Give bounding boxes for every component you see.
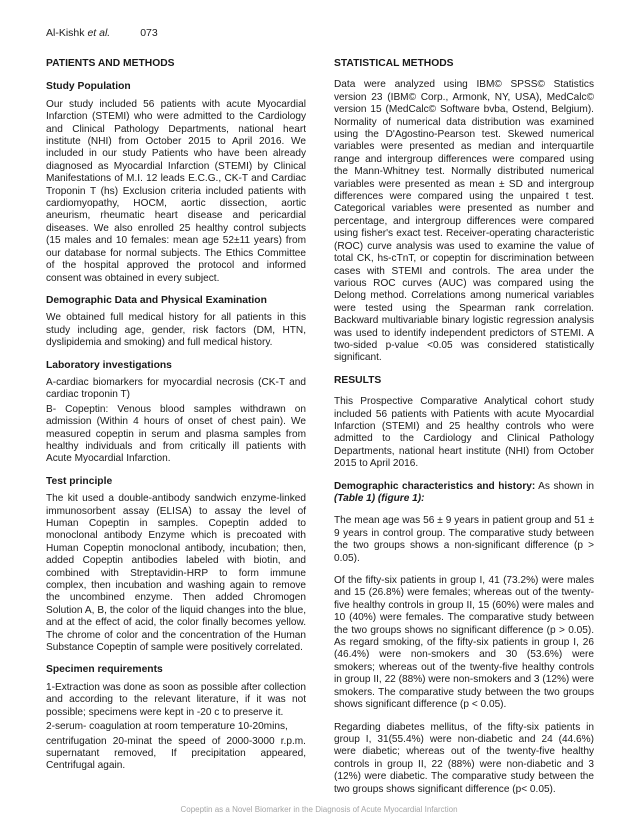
- heading-results: RESULTS: [334, 374, 382, 386]
- author-name: [46, 27, 110, 39]
- author-et-al: et al.: [87, 27, 111, 39]
- paragraph-specimen-3: centrifugation 20-minat the speed of 2000-3000 r.p.m. supernatant removed, If precipitation appeared, Centrifugal again.: [46, 735, 306, 772]
- paragraph-test-principle: The kit used a double-antibody sandwich enzyme-linked immunosorbent assay (ELISA) to assay the level of Human Copeptin in samples. Copeptin added to monoclonal antibody Enzyme which is precoated with Human Copeptin monoclonal antibody, incubation; then, added Copeptin antibodies labeled with biotin, and combined with Streptavidin-HRP to form immune complex, then incubation and washing again to remove the uncombined enzyme. Then added Chromogen Solution A, B, the color of the liquid changes into the blue, and at the effect of acid, the color finally becomes yellow. The chrome of color and the concentration of the Human Substance Copeptin of sample were positively correlated.: [46, 493, 306, 654]
- paragraph-specimen-2: 2-serum- coagulation at room temperature 10-20mins,: [46, 721, 288, 733]
- paragraph-mean-age: The mean age was 56 ± 9 years in patient group and 51 ± 9 years in control group. The comparative study between the two groups shows a non-significant difference (p > 0.05).: [334, 515, 594, 564]
- table-figure-reference: (Table 1) (figure 1):: [334, 493, 425, 504]
- heading-statistical-methods: STATISTICAL METHODS: [334, 58, 454, 69]
- running-footer: Copeptin as a Novel Biomarker in the Diagnosis of Acute Myocardial Infarction: [180, 805, 458, 814]
- paragraph-lab-b: B- Copeptin: Venous blood samples withdrawn on admission (Within 4 hours of onset of chest pain). We measured copeptin in serum and plasma samples from healthy individuals and from critically ill patients with Acute Myocardial Infarction.: [46, 403, 306, 465]
- paragraph-study-population: Our study included 56 patients with acute Myocardial Infarction (STEMI) who were admitted to the Cardiology and Clinical Pathology Departments, national heart institute (NHI) from October 2015 to April 2016. We included in our study Patients who have been already diagnosed as Myocardial Infarction (STEMI) by Clinical Manifestations of M.I. 12 leads E.C.G., CK-T and Cardiac Troponin T (hs) Exclusion criteria included patients with cardiomyopathy, HOCM, aortic dissection, aortic aneurism, rheumatic heart disease and pericardial diseases. We also enrolled 25 healthy control subjects (15 males and 10 females: mean age 52±11 years) from our database for normal subjects. The Ethics Committee of the hospital approved the protocol and informed consent was obtained in every subject.: [46, 98, 306, 284]
- demographic-lead-text: As shown in: [535, 480, 594, 492]
- heading-laboratory: Laboratory investigations: [46, 359, 172, 371]
- paragraph-gender-smoking: Of the fifty-six patients in group I, 41 (73.2%) were males and 15 (26.8%) were females; whereas out of the twenty-five healthy controls in group II, 15 (60%) were males and 10 (40%) were females. The comparative study between the two groups shows no significant difference (p > 0.05). As regard smoking, of the fifty-six patients in group I, 26 (46.4%) were non-smokers and 30 (53.6%) were smokers; whereas out of the twenty-five healthy controls in group II, 22 (88%) were non-smokers and 3 (12%) were smokers. The comparative study between the two groups shows significant difference (p < 0.05).: [334, 575, 594, 711]
- author-surname: Al-Kishk: [46, 27, 88, 39]
- right-column: [334, 58, 594, 806]
- demographic-lead-bold: Demographic characteristics and history:: [334, 480, 536, 492]
- paragraph-specimen-1: 1-Extraction was done as soon as possible after collection and according to the relevant literature, if it was not possible; specimens were kept in -20 c to preserve it.: [46, 681, 306, 718]
- page-number: 073: [140, 27, 158, 39]
- page-header: [46, 27, 158, 39]
- section-title-patients-methods: PATIENTS AND METHODS: [46, 58, 175, 69]
- paragraph-results-intro: This Prospective Comparative Analytical cohort study included 56 patients with Patients with acute Myocardial Infarction (STEMI) and 25 healthy controls who were admitted to the Cardiology and Clinical Pathology Departments, national heart institute (NHI) from October 2015 to April 2016.: [334, 396, 594, 470]
- paragraph-diabetes: Regarding diabetes mellitus, of the fifty-six patients in group I, 31(55.4%) were non-diabetic and 24 (44.6%) were diabetic; whereas out of the twenty-five healthy controls in group II, 22 (88%) were non-diabetic and 3 (12%) were diabetic. The comparative study between the two groups shows significant difference (p< 0.05).: [334, 721, 594, 795]
- paragraph-statistical-methods: Data were analyzed using IBM© SPSS© Statistics version 23 (IBM© Corp., Armonk, NY, USA), MedCalc© version 15 (MedCalc© Software bvba, Ostend, Belgium). Normality of numerical data distribution was examined using the D'Agostino-Pearson test. Skewed numerical variables were presented as median and interquartile range and intergroup differences were compared using the Mann-Whitney test. Normally distributed numerical variables were presented as mean ± SD and intergroup differences were compared using the unpaired t test. Categorical variables were presented as number and percentage, and intergroup differences were compared using fisher's exact test. Receiver-operating characteristic (ROC) curve analysis was used to examine the value of total CK, hs-cTnT, or copeptin for discrimination between cases with STEMI and controls. The area under the various ROC curves (AUC) was compared using the Delong method. Correlations among numerical variables were tested using the Spearman rank correlation. Backward multivariable binary logistic regression analysis was used to identify independent predictors of STEMI. A two-sided p-value <0.05 was considered statistically significant.: [334, 79, 594, 364]
- heading-test-principle: Test principle: [46, 475, 113, 487]
- heading-demographic-data: Demographic Data and Physical Examination: [46, 294, 267, 306]
- left-column: [46, 58, 306, 783]
- heading-specimen: Specimen requirements: [46, 664, 163, 676]
- heading-study-population: Study Population: [46, 81, 131, 93]
- paragraph-demographic-data: We obtained full medical history for all patients in this study including age, gender, risk factors (DM, HTN, dyslipidemia and smoking) and full medical history.: [46, 312, 306, 349]
- paragraph-demographic-lead: [334, 481, 594, 506]
- paragraph-lab-a: A-cardiac biomarkers for myocardial necrosis (CK-T and cardiac troponin T): [46, 376, 306, 401]
